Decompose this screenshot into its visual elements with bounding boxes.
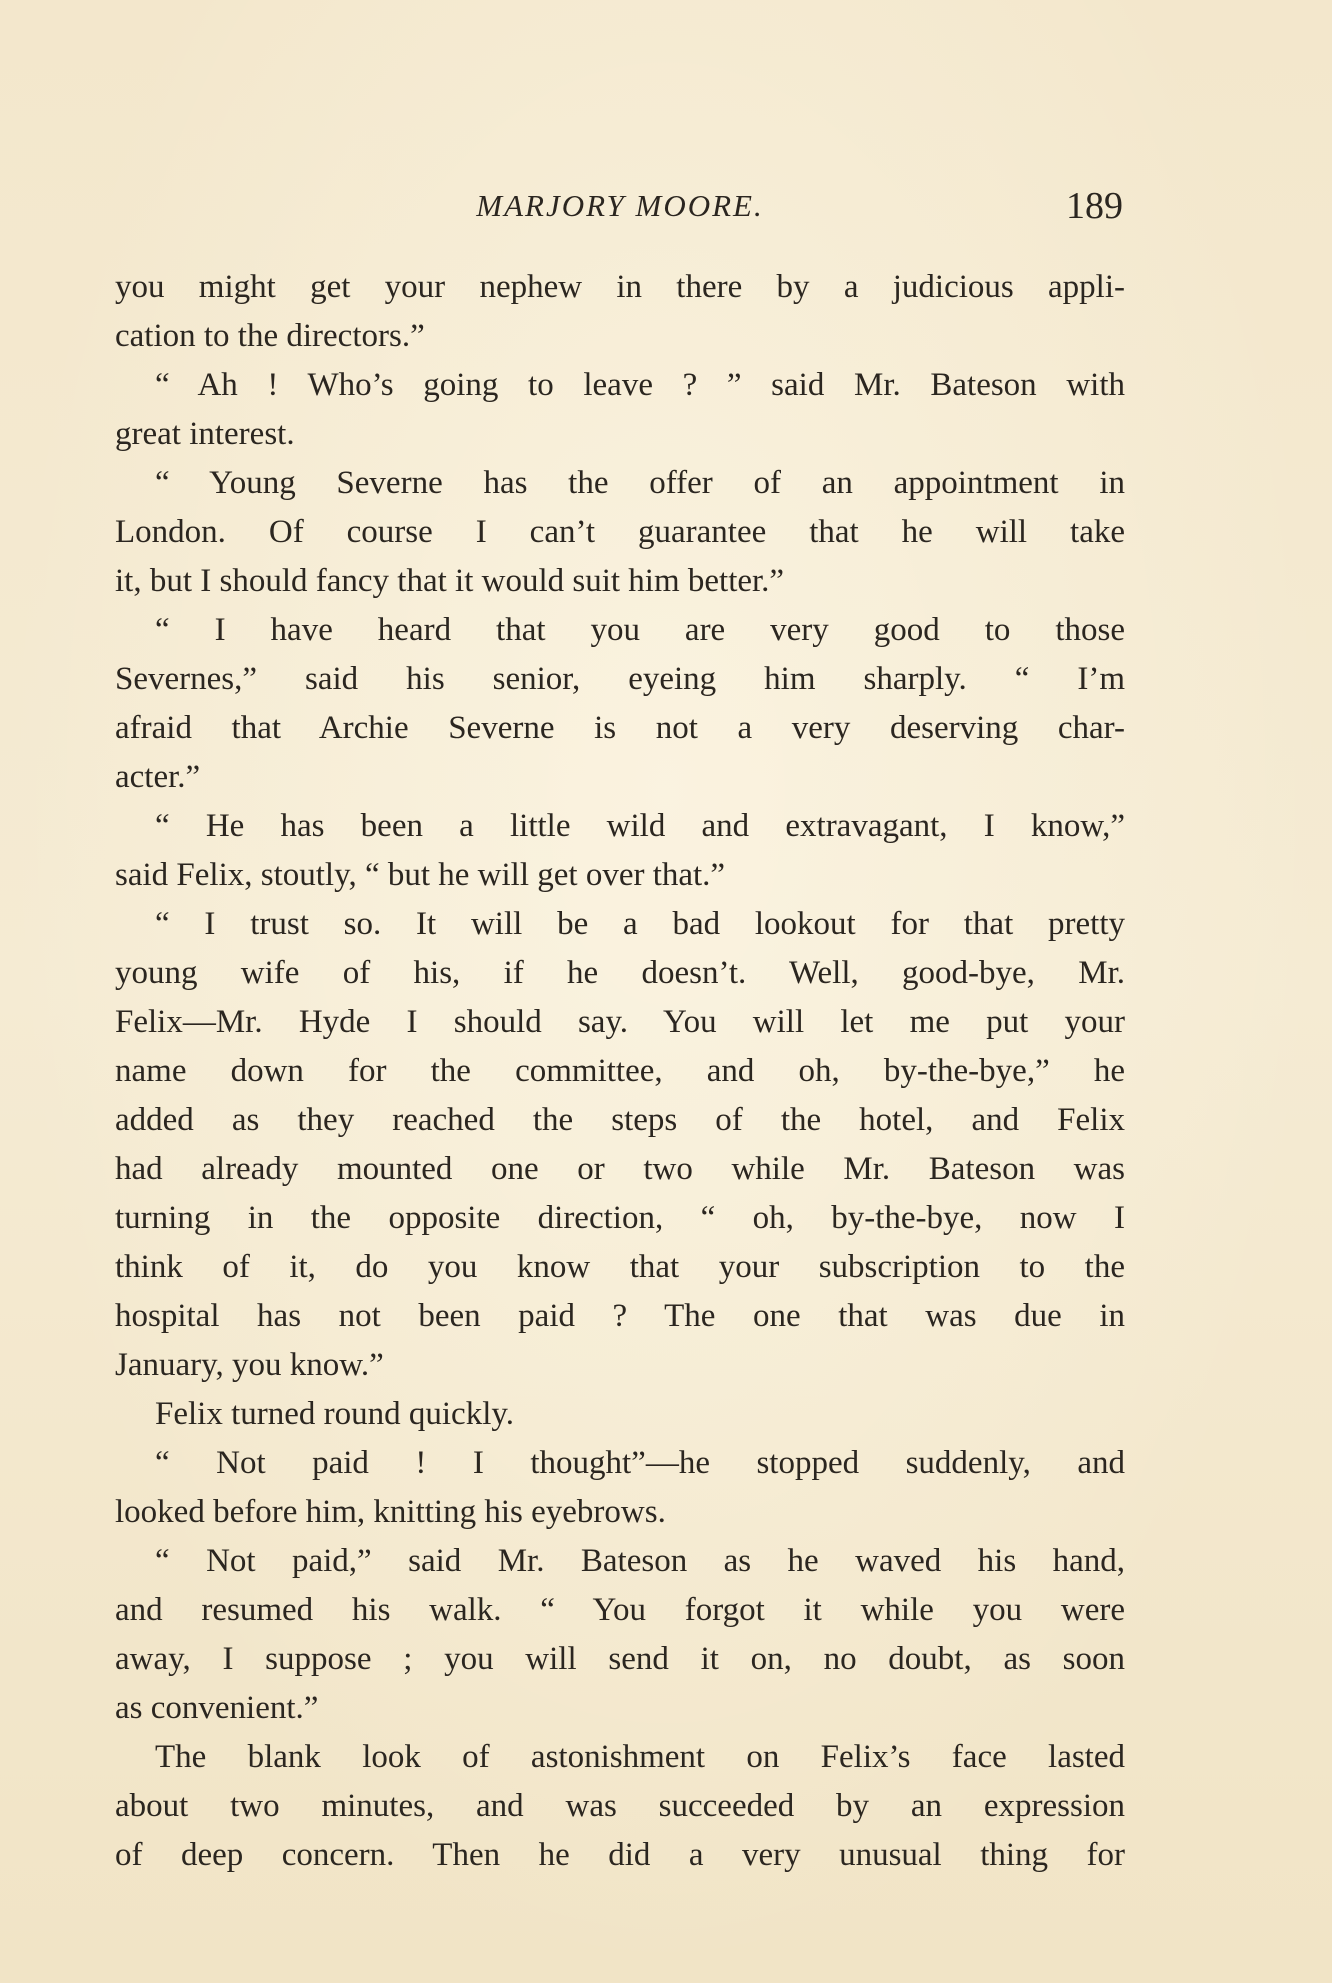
text-line: “ He has been a little wild and extravagant, I know,”: [155, 808, 1125, 844]
text-line: had already mounted one or two while Mr. Bateson was: [115, 1151, 1125, 1187]
running-title: MARJORY MOORE.: [476, 188, 764, 223]
text-line: January, you know.”: [115, 1347, 384, 1383]
text-line: about two minutes, and was succeeded by an expression: [115, 1788, 1125, 1824]
text-line: great interest.: [115, 416, 295, 452]
text-line: “ Young Severne has the offer of an appointment in: [155, 465, 1125, 501]
page-number: 189: [1066, 185, 1123, 227]
text-line: young wife of his, if he doesn’t. Well, good-bye, Mr.: [115, 955, 1125, 991]
text-line: Felix—Mr. Hyde I should say. You will let me put your: [115, 1004, 1125, 1040]
text-line: London. Of course I can’t guarantee that he will take: [115, 514, 1125, 550]
text-line: Severnes,” said his senior, eyeing him sharply. “ I’m: [115, 661, 1125, 697]
text-line: as convenient.”: [115, 1690, 319, 1726]
text-line: looked before him, knitting his eyebrows.: [115, 1494, 666, 1530]
text-line: away, I suppose ; you will send it on, no doubt, as soon: [115, 1641, 1125, 1677]
text-line: acter.”: [115, 759, 201, 795]
page-header: [115, 184, 1125, 234]
text-line: “ I have heard that you are very good to those: [155, 612, 1125, 648]
text-line: turning in the opposite direction, “ oh, by-the-bye, now I: [115, 1200, 1125, 1236]
text-line: cation to the directors.”: [115, 318, 425, 354]
text-line: afraid that Archie Severne is not a very deserving char-: [115, 710, 1125, 746]
text-line: think of it, do you know that your subscription to the: [115, 1249, 1125, 1285]
text-line: “ Not paid ! I thought”—he stopped suddenly, and: [155, 1445, 1125, 1481]
text-line: said Felix, stoutly, “ but he will get over that.”: [115, 857, 726, 893]
text-line: and resumed his walk. “ You forgot it while you were: [115, 1592, 1125, 1628]
text-line: of deep concern. Then he did a very unusual thing for: [115, 1837, 1125, 1873]
text-line: “ Ah ! Who’s going to leave ? ” said Mr. Bateson with: [155, 367, 1125, 403]
body-text: [115, 263, 1125, 1880]
text-line: “ I trust so. It will be a bad lookout for that pretty: [155, 906, 1125, 942]
text-line: you might get your nephew in there by a judicious appli-: [115, 269, 1125, 305]
text-line: hospital has not been paid ? The one that was due in: [115, 1298, 1125, 1334]
text-line: it, but I should fancy that it would suit him better.”: [115, 563, 785, 599]
text-line: Felix turned round quickly.: [155, 1396, 514, 1432]
text-line: added as they reached the steps of the hotel, and Felix: [115, 1102, 1125, 1138]
text-line: “ Not paid,” said Mr. Bateson as he waved his hand,: [155, 1543, 1125, 1579]
text-line: name down for the committee, and oh, by-the-bye,” he: [115, 1053, 1125, 1089]
text-line: The blank look of astonishment on Felix’s face lasted: [155, 1739, 1125, 1775]
